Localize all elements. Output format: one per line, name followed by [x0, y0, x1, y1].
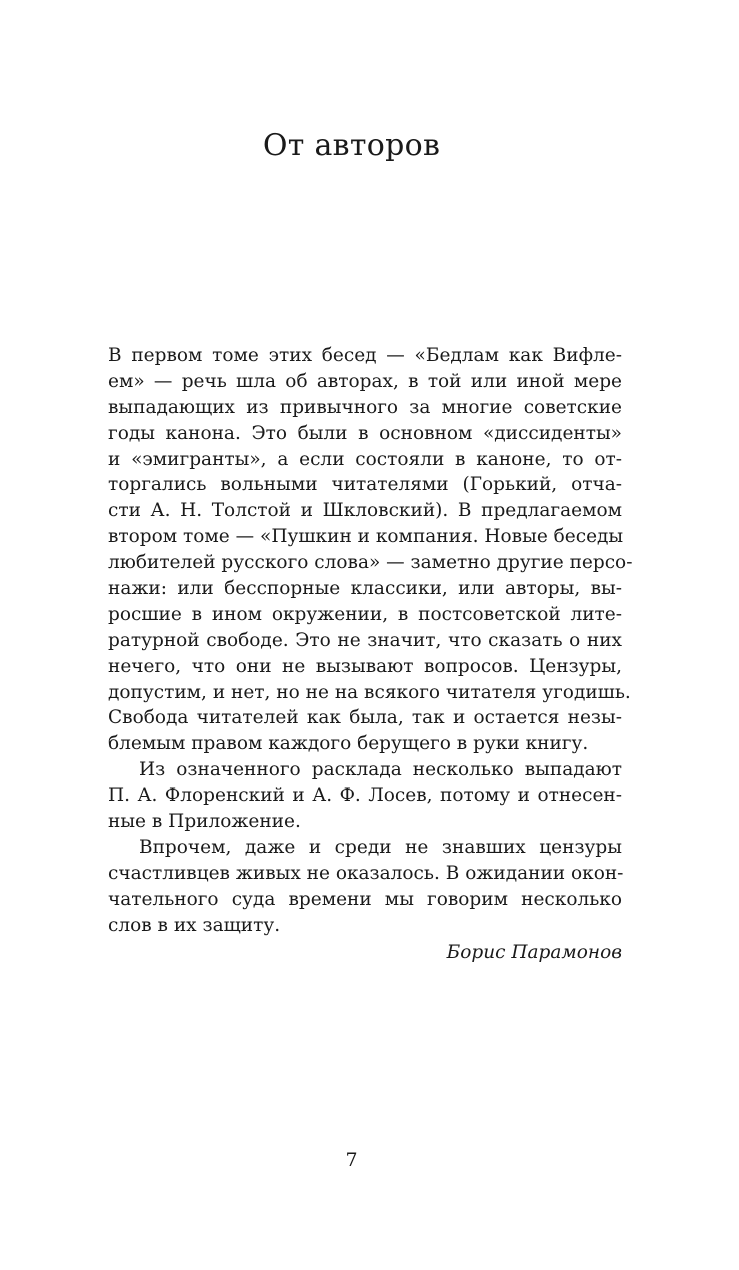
text-line: Свобода читателей как была, так и остается незы-	[108, 707, 622, 729]
text-line: нажи: или бесспорные классики, или авторы, вы-	[108, 578, 622, 600]
text-line: росшие в ином окружении, в постсоветской лите-	[108, 603, 622, 625]
text-line: чательного суда времени мы говорим несколько	[108, 888, 622, 910]
text-line: ратурной свободе. Это не значит, что сказать о них	[108, 629, 622, 651]
text-line: слов в их защиту.	[108, 914, 281, 936]
text-line: втором томе — «Пушкин и компания. Новые беседы	[108, 526, 624, 548]
text-line: блемым правом каждого берущего в руки книгу.	[108, 733, 589, 755]
page-title: От авторов	[262, 128, 441, 163]
text-line: П. А. Флоренский и А. Ф. Лосев, потому и отнесен-	[108, 785, 622, 807]
text-line: Впрочем, даже и среди не знавших цензуры	[139, 836, 622, 858]
body-text	[108, 343, 633, 938]
paragraph-1	[108, 343, 633, 757]
text-line: годы канона. Это были в основном «диссиденты»	[108, 422, 622, 444]
page-number: 7	[345, 1149, 358, 1171]
text-line: сти А. Н. Толстой и Шкловский). В предлагаемом	[108, 500, 622, 522]
text-line: торгались вольными читателями (Горький, отча-	[108, 474, 622, 496]
text-line: допустим, и нет, но не на всякого читателя угодишь.	[108, 681, 631, 703]
text-line: и «эмигранты», а если состояли в каноне, то от-	[108, 448, 622, 470]
text-line: Из означенного расклада несколько выпадают	[139, 759, 622, 781]
text-line: нечего, что они не вызывают вопросов. Цензуры,	[108, 655, 622, 677]
paragraph-2	[108, 757, 622, 835]
text-line: ные в Приложение.	[108, 811, 301, 833]
text-line: ем» — речь шла об авторах, в той или иной мере	[108, 370, 622, 392]
author-signature: Борис Парамонов	[446, 942, 622, 963]
paragraph-3	[108, 835, 622, 939]
text-line: выпадающих из привычного за многие советские	[108, 396, 622, 418]
text-line: любителей русского слова» — заметно другие персо-	[108, 552, 633, 574]
text-line: В первом томе этих бесед — «Бедлам как Вифле-	[108, 345, 622, 366]
text-line: счастливцев живых не оказалось. В ожидании окон-	[108, 862, 624, 884]
